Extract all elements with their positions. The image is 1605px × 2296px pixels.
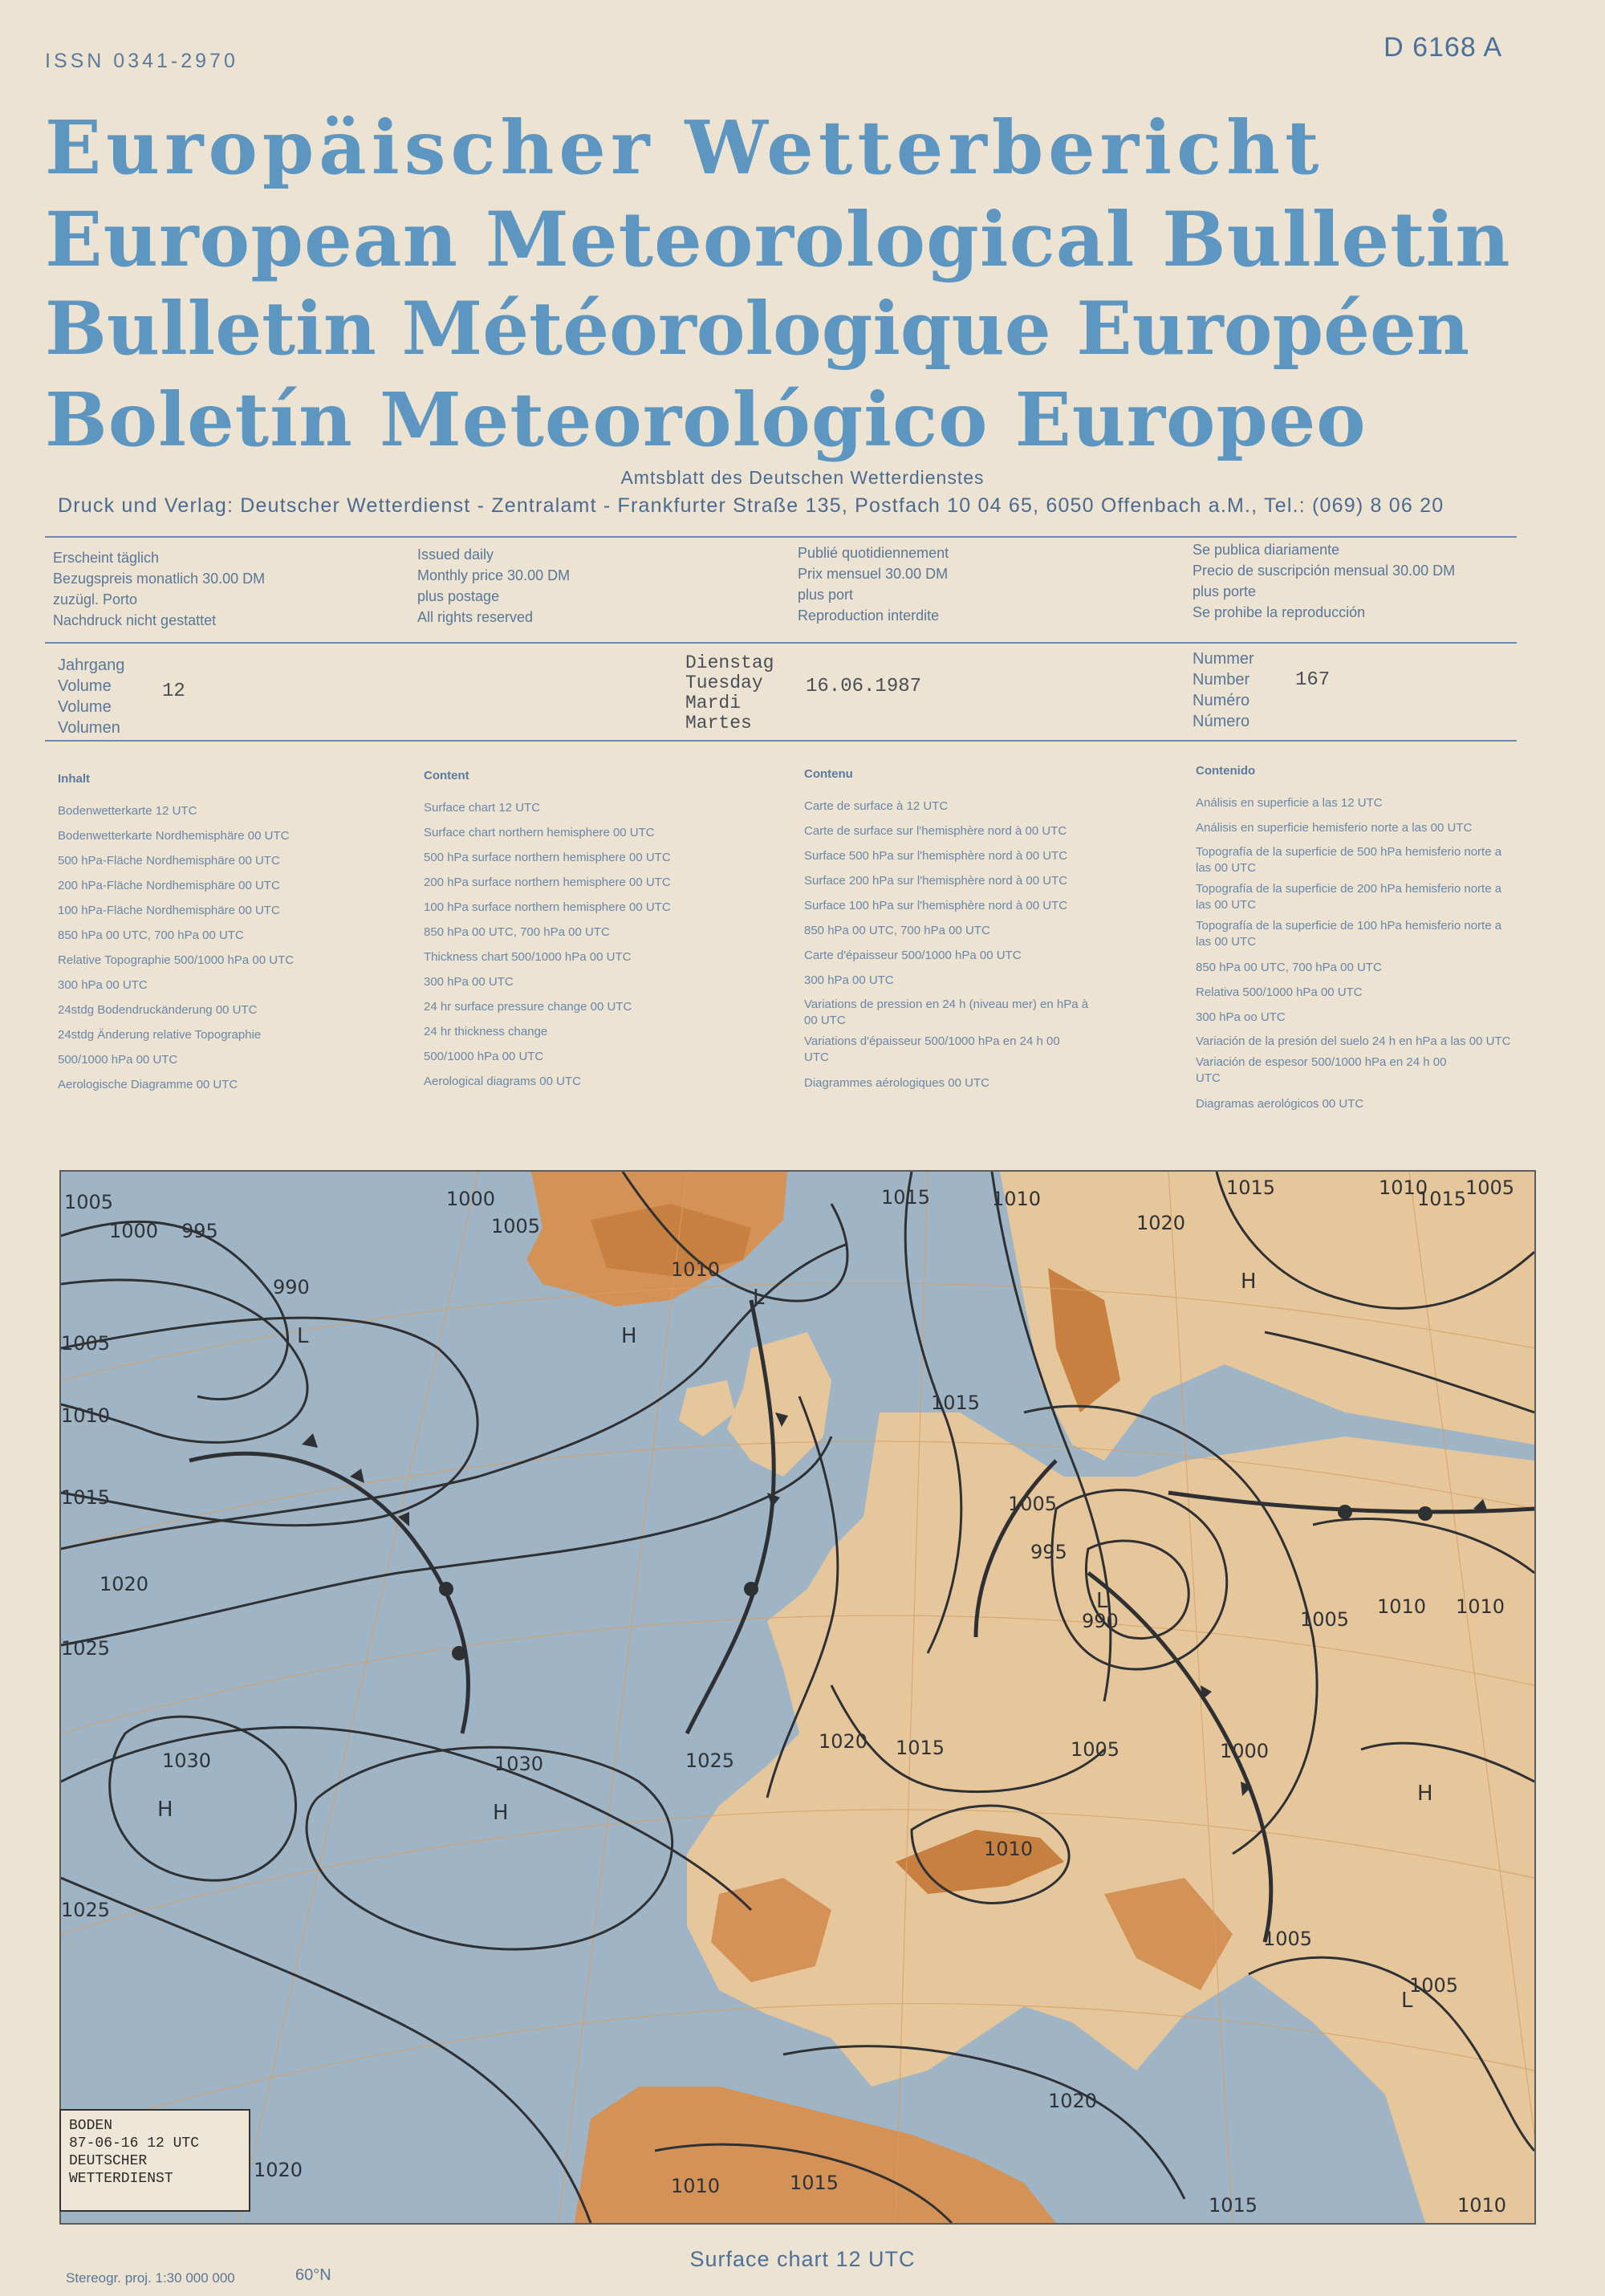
contents-heading: Inhalt xyxy=(58,772,90,786)
volume-label: Volume xyxy=(58,698,112,716)
number-label: Number xyxy=(1193,671,1250,689)
low-pressure-marker: L xyxy=(297,1324,309,1348)
contents-item: Relativa 500/1000 hPa 00 UTC xyxy=(1196,985,1363,999)
contents-item: Aerologische Diagramme 00 UTC xyxy=(58,1078,238,1091)
volume-number: 12 xyxy=(162,681,185,702)
isobar-label: 1005 xyxy=(1008,1493,1058,1515)
isobar-label: 1015 xyxy=(896,1737,945,1759)
info-french xyxy=(798,543,949,626)
isobar-label: 1015 xyxy=(1417,1188,1467,1210)
number-label: Número xyxy=(1193,713,1250,730)
title-german: Europäischer Wetterbericht xyxy=(45,104,1324,191)
surface-weather-map xyxy=(59,1170,1536,2225)
info-line: Bezugspreis monatlich 30.00 DM xyxy=(53,571,266,587)
contents-heading: Contenu xyxy=(804,767,853,781)
isobar-label: 1025 xyxy=(61,1899,111,1921)
number-label: Nummer xyxy=(1193,650,1254,668)
isobar-label: 995 xyxy=(1030,1541,1067,1563)
isobar-label: 995 xyxy=(181,1220,218,1242)
weekday-label: Tuesday xyxy=(685,673,763,693)
contents-german xyxy=(58,772,294,1097)
map-caption: Surface chart 12 UTC xyxy=(689,2247,916,2271)
isobar-label: 1000 xyxy=(1220,1740,1270,1762)
high-pressure-marker: H xyxy=(1241,1270,1257,1294)
contents-item: 500/1000 hPa 00 UTC xyxy=(424,1050,544,1063)
info-line: Precio de suscripción mensual 30.00 DM xyxy=(1193,563,1456,579)
contents-item: 24stdg Bodendruckänderung 00 UTC xyxy=(58,1003,258,1017)
volume-label: Volume xyxy=(58,677,112,695)
contents-item: 100 hPa surface northern hemisphere 00 UTC xyxy=(424,900,671,914)
isobar-label: 1025 xyxy=(685,1749,735,1772)
info-line: Monthly price 30.00 DM xyxy=(417,567,571,583)
isobar-label: 1015 xyxy=(1209,2194,1258,2217)
info-line: Prix mensuel 30.00 DM xyxy=(798,566,949,582)
contents-item: 300 hPa 00 UTC xyxy=(804,973,894,987)
contents-item: Variación de la presión del suelo 24 h en hPa a las 00 UTC xyxy=(1196,1034,1511,1048)
contents-heading: Content xyxy=(424,769,469,782)
contents-item: Surface 100 hPa sur l'hemisphère nord à 00 UTC xyxy=(804,899,1068,912)
isobar-label: 1010 xyxy=(984,1838,1034,1860)
isobar-label: 1000 xyxy=(109,1220,159,1242)
contents-heading: Contenido xyxy=(1196,764,1256,778)
contents-item: Topografía de la superficie de 200 hPa hemisferio norte a las 00 UTC xyxy=(1196,882,1502,912)
divider xyxy=(45,740,1517,742)
isobar-label: 1010 xyxy=(1456,1595,1505,1618)
contents-item: 850 hPa 00 UTC, 700 hPa 00 UTC xyxy=(424,925,610,939)
contents-english xyxy=(424,769,671,1094)
isobar-label: 1010 xyxy=(992,1188,1042,1210)
number-label: Numéro xyxy=(1193,692,1250,709)
contents-item: 850 hPa 00 UTC, 700 hPa 00 UTC xyxy=(1196,961,1382,974)
high-pressure-marker: H xyxy=(493,1801,509,1825)
isobar-label: 1020 xyxy=(819,1730,868,1753)
info-german xyxy=(53,547,265,631)
contents-item: Carte d'épaisseur 500/1000 hPa 00 UTC xyxy=(804,949,1022,962)
contents-item: Análisis en superficie hemisferio norte a las 00 UTC xyxy=(1196,821,1473,835)
contents-item: Diagrammes aérologiques 00 UTC xyxy=(804,1076,989,1090)
contents-item: Topografía de la superficie de 500 hPa hemisferio norte a las 00 UTC xyxy=(1196,845,1502,875)
contents-item: Surface 200 hPa sur l'hemisphère nord à 00 UTC xyxy=(804,874,1068,888)
info-line: All rights reserved xyxy=(417,609,534,625)
weekday-labels xyxy=(685,653,774,734)
map-graphics xyxy=(61,1172,1534,2223)
isobar-label: 1010 xyxy=(1457,2194,1507,2217)
info-line: Nachdruck nicht gestattet xyxy=(53,612,217,628)
isobar-label: 1005 xyxy=(1465,1176,1515,1199)
divider xyxy=(45,536,1517,538)
weekday-label: Dienstag xyxy=(685,652,774,673)
issue-number: 167 xyxy=(1295,669,1331,691)
isobar-label: 1005 xyxy=(1300,1608,1350,1631)
contents-item: Topografía de la superficie de 100 hPa hemisferio norte a las 00 UTC xyxy=(1196,919,1502,949)
contents-french xyxy=(804,767,1141,1095)
info-line: zuzügl. Porto xyxy=(53,591,138,608)
info-line: Erscheint täglich xyxy=(53,550,160,566)
isobar-label: 1020 xyxy=(1136,1212,1186,1234)
projection-note: Stereogr. proj. 1:30 000 000 xyxy=(66,2270,235,2286)
isobar-label: 1015 xyxy=(931,1392,981,1414)
isobar-label: 1010 xyxy=(1377,1595,1427,1618)
contents-item: Relative Topographie 500/1000 hPa 00 UTC xyxy=(58,953,295,967)
contents-item: 500 hPa surface northern hemisphere 00 UTC xyxy=(424,851,671,864)
isobar-label: 1015 xyxy=(790,2172,839,2194)
info-english xyxy=(417,544,570,628)
isobar-label: 1010 xyxy=(671,2175,721,2197)
contents-item: Diagramas aerológicos 00 UTC xyxy=(1196,1097,1364,1111)
isobar-label: 990 xyxy=(273,1276,310,1298)
contents-item: 200 hPa surface northern hemisphere 00 UTC xyxy=(424,876,671,889)
contents-item: 24 hr surface pressure change 00 UTC xyxy=(424,1000,632,1014)
legend-line: 87-06-16 12 UTC xyxy=(69,2135,200,2152)
contents-item: Surface 500 hPa sur l'hemisphère nord à 00 UTC xyxy=(804,849,1068,863)
low-pressure-marker: L xyxy=(753,1286,765,1310)
contents-item: 300 hPa 00 UTC xyxy=(58,978,148,992)
contents-item: Variations de pression en 24 h (niveau mer) en hPa à 00 UTC xyxy=(804,998,1089,1027)
isobar-label: 1030 xyxy=(494,1753,544,1775)
latitude-note: 60°N xyxy=(295,2266,331,2284)
info-line: Reproduction interdite xyxy=(798,608,940,624)
isobar-label: 1015 xyxy=(61,1486,111,1509)
high-pressure-marker: H xyxy=(157,1798,173,1822)
info-line: Se prohibe la reproducción xyxy=(1193,604,1366,620)
isobar-label: 1020 xyxy=(254,2159,303,2181)
info-spanish xyxy=(1193,539,1455,623)
info-line: Se publica diariamente xyxy=(1193,542,1340,558)
legend-line: BODEN xyxy=(69,2118,113,2134)
volume-label: Jahrgang xyxy=(58,656,125,674)
volume-labels xyxy=(58,655,124,738)
isobar-label: 1005 xyxy=(1071,1738,1120,1761)
contents-item: 300 hPa oo UTC xyxy=(1196,1010,1286,1024)
isobar-label: 1015 xyxy=(1226,1176,1276,1199)
contents-item: Aerological diagrams 00 UTC xyxy=(424,1075,581,1088)
info-line: plus postage xyxy=(417,588,500,604)
isobar-label: 1005 xyxy=(1263,1928,1313,1950)
title-english: European Meteorological Bulletin xyxy=(45,196,1511,284)
isobar-label: 1025 xyxy=(61,1637,111,1660)
isobar-label: 1005 xyxy=(491,1215,541,1237)
contents-item: 850 hPa 00 UTC, 700 hPa 00 UTC xyxy=(58,929,244,942)
contents-item: 500 hPa-Fläche Nordhemisphäre 00 UTC xyxy=(58,854,280,868)
isobar-label: 1020 xyxy=(100,1573,149,1595)
contents-item: 500/1000 hPa 00 UTC xyxy=(58,1053,178,1067)
title-spanish: Boletín Meteorológico Europeo xyxy=(45,376,1367,463)
contents-item: Surface chart 12 UTC xyxy=(424,801,541,815)
contents-item: 24 hr thickness change xyxy=(424,1025,548,1038)
volume-label: Volumen xyxy=(58,719,120,737)
contents-spanish xyxy=(1196,764,1533,1116)
high-pressure-marker: H xyxy=(621,1324,637,1348)
isobar-label: 1010 xyxy=(61,1404,111,1427)
divider xyxy=(45,642,1517,644)
contents-item: Surface chart northern hemisphere 00 UTC xyxy=(424,826,655,839)
isobar-label: 1005 xyxy=(61,1332,111,1355)
issue-date: 16.06.1987 xyxy=(806,676,922,697)
title-french: Bulletin Météorologique Européen xyxy=(45,286,1470,372)
contents-item: Análisis en superficie a las 12 UTC xyxy=(1196,796,1383,810)
contents-item: 300 hPa 00 UTC xyxy=(424,975,514,989)
isobar-label: 1010 xyxy=(671,1258,721,1281)
isobar-label: 990 xyxy=(1082,1610,1119,1632)
publisher-line: Druck und Verlag: Deutscher Wetterdienst - Zentralamt - Frankfurter Straße 135, Postfach 10 04 65, 6050 Offenbach a.M., Tel.: (069) 8 06 20 xyxy=(58,494,1444,517)
low-pressure-marker: L xyxy=(1096,1589,1108,1613)
isobar-label: 1020 xyxy=(1048,2090,1098,2112)
contents-item: 200 hPa-Fläche Nordhemisphäre 00 UTC xyxy=(58,879,280,892)
contents-item: Carte de surface sur l'hemisphère nord à 00 UTC xyxy=(804,824,1067,838)
contents-item: 24stdg Änderung relative Topographie xyxy=(58,1028,262,1042)
isobar-label: 1000 xyxy=(446,1188,496,1210)
contents-item: 850 hPa 00 UTC, 700 hPa 00 UTC xyxy=(804,924,990,937)
amtsblatt: Amtsblatt des Deutschen Wetterdienstes xyxy=(620,467,985,488)
weekday-label: Mardi xyxy=(685,693,742,713)
legend-line: DEUTSCHER WETTERDIENST xyxy=(69,2153,173,2187)
low-pressure-marker: L xyxy=(1401,1989,1413,2013)
contents-item: Bodenwetterkarte 12 UTC xyxy=(58,804,197,818)
contents-item: 100 hPa-Fläche Nordhemisphäre 00 UTC xyxy=(58,904,280,917)
info-line: plus porte xyxy=(1193,583,1257,599)
contents-item: Thickness chart 500/1000 hPa 00 UTC xyxy=(424,950,632,964)
weekday-label: Martes xyxy=(685,713,752,734)
isobar-label: 1005 xyxy=(64,1191,114,1213)
info-line: Issued daily xyxy=(417,547,494,563)
map-legend-box xyxy=(59,2109,250,2212)
info-line: Publié quotidiennement xyxy=(798,545,949,561)
isobar-label: 1005 xyxy=(1409,1974,1459,1997)
issn: ISSN 0341-2970 xyxy=(45,50,238,72)
contents-item: Carte de surface à 12 UTC xyxy=(804,799,949,813)
info-line: plus port xyxy=(798,587,854,603)
contents-item: Variación de espesor 500/1000 hPa en 24 h 00 UTC xyxy=(1196,1055,1447,1085)
isobar-label: 1030 xyxy=(162,1749,212,1772)
publication-code: D 6168 A xyxy=(1384,32,1502,63)
isobar-label: 1010 xyxy=(1379,1176,1428,1199)
number-labels xyxy=(1193,648,1254,732)
isobar-label: 1015 xyxy=(881,1186,931,1209)
contents-item: Bodenwetterkarte Nordhemisphäre 00 UTC xyxy=(58,829,290,843)
high-pressure-marker: H xyxy=(1417,1782,1433,1806)
contents-item: Variations d'épaisseur 500/1000 hPa en 24 h 00 UTC xyxy=(804,1034,1060,1064)
